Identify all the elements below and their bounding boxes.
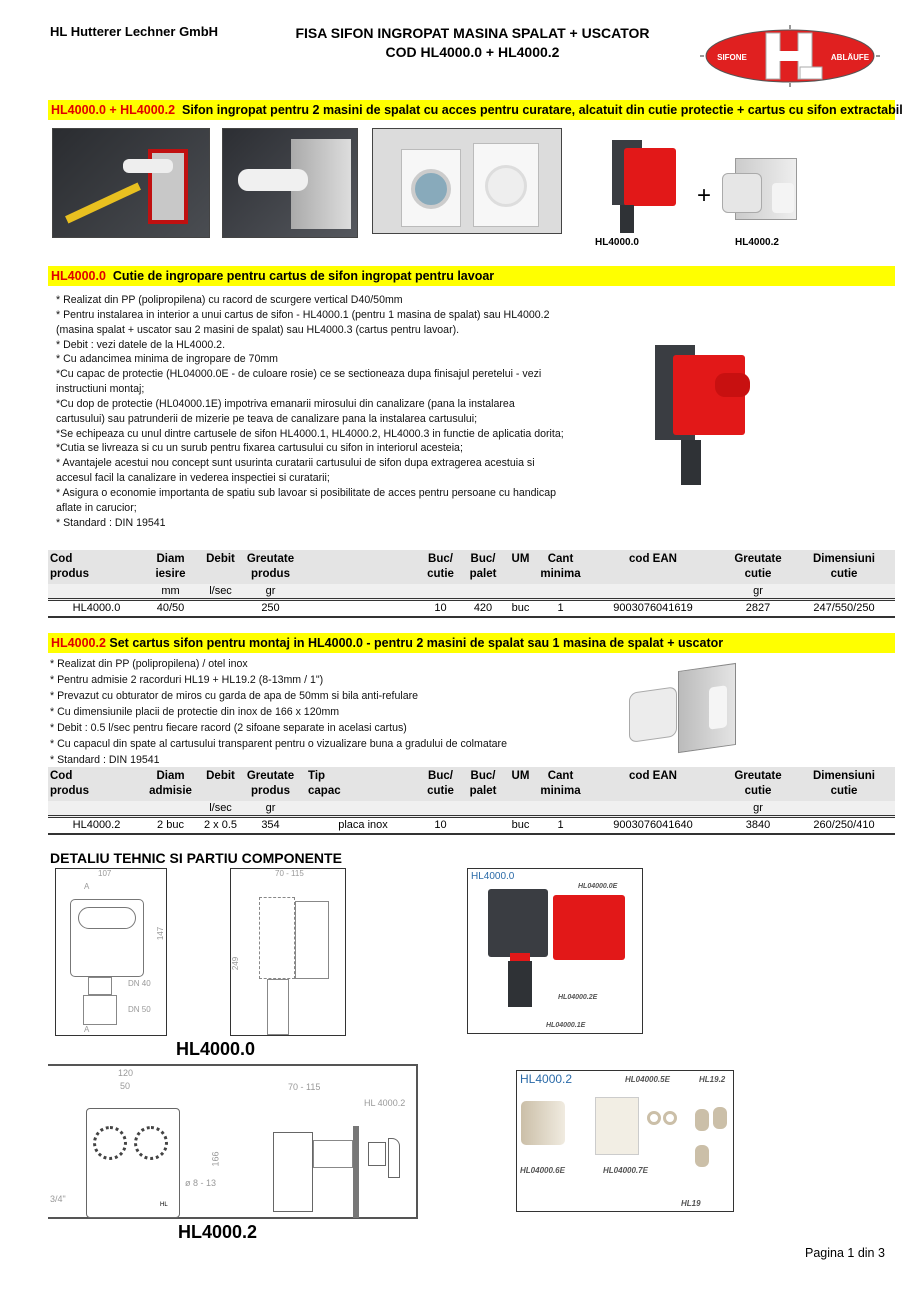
hl40000-side-drawing: [230, 868, 346, 1036]
part-label: HL04000.5E: [625, 1075, 670, 1084]
hl40002-product-image: [735, 158, 797, 220]
column-header-line: Buc/: [428, 553, 453, 565]
bullet-line: * Cu adancimea minima de ingropare de 70mm: [56, 353, 278, 366]
section2-spec-table: [48, 767, 895, 835]
table-cell: 40/50: [143, 600, 198, 618]
bullet-line: * Debit : 0.5 l/sec pentru fiecare racord (2 sifoane separate in acelasi cartus): [50, 722, 407, 734]
intro-code: HL4000.0 + HL4000.2: [51, 103, 176, 117]
column-header: [723, 767, 793, 801]
table-cell: 354: [243, 817, 298, 835]
table-cell: 9003076041640: [583, 817, 723, 835]
column-header-line: cutie: [744, 785, 772, 797]
bullet-line: (masina spalat + uscator sau 2 masini de spalat) sau HL4000.3 (cartus pentru lavoar).: [56, 323, 460, 336]
table-cell: 2827: [723, 600, 793, 618]
section2-title: Set cartus sifon pentru montaj in HL4000.0 - pentru 2 masini de spalat sau 1 masina de spalat + uscator: [109, 636, 724, 650]
dim-thread: 3/4": [50, 1194, 66, 1204]
bullet-line: * Realizat din PP (polipropilena) / otel inox: [50, 658, 248, 670]
column-header: [243, 550, 298, 584]
column-header-line: produs: [50, 568, 89, 580]
column-header-line: Greutate: [734, 553, 782, 565]
unit-cell: [583, 801, 723, 817]
table-header-row: [48, 550, 895, 584]
dim-width: 120: [118, 1068, 134, 1078]
intro-banner: [48, 100, 903, 120]
unit-cell: [538, 801, 583, 817]
unit-cell: l/sec: [198, 801, 243, 817]
table-row: [48, 817, 895, 835]
bullet-line: * Standard : DIN 19541: [50, 754, 160, 766]
svg-text:ABLÄUFE: ABLÄUFE: [830, 53, 870, 62]
table-cell: 2 x 0.5: [198, 817, 243, 835]
table-cell: 10: [418, 817, 463, 835]
unit-cell: [48, 801, 143, 817]
bullet-line: * Cu dimensiunile placii de protectie din inox de 166 x 120mm: [50, 706, 340, 718]
dim-depth: 70 - 115: [288, 1082, 321, 1092]
column-header-line: produs: [50, 785, 89, 797]
dim-height: 166: [210, 1151, 221, 1167]
table-cell: [463, 817, 503, 835]
column-header: [538, 550, 583, 584]
unit-cell: [793, 584, 895, 600]
column-header-line: Cant: [547, 553, 574, 565]
hl-logo: [700, 25, 880, 87]
hl40000-parts-box: [467, 868, 643, 1034]
table-cell: buc: [503, 600, 538, 618]
column-header: [583, 550, 723, 584]
technical-title: DETALIU TEHNIC SI PARTIU COMPONENTE: [50, 850, 342, 866]
column-header: [143, 767, 198, 801]
column-header-line: [505, 784, 536, 799]
table-cell: 250: [243, 600, 298, 618]
bullet-line: * Avantajele acestui nou concept sunt usurinta curatarii cartusului de sifon dupa extragerea acestuia si: [56, 457, 535, 470]
dim-spacing: 50: [120, 1081, 131, 1091]
section2-banner: [48, 633, 895, 653]
column-header: [143, 550, 198, 584]
column-header-line: UM: [511, 553, 530, 565]
unit-cell: [418, 584, 463, 600]
unit-cell: [463, 801, 503, 817]
dim-total: 249: [231, 956, 241, 971]
table-header-row: [48, 767, 895, 801]
bullet-line: * Debit : vezi datele de la HL4000.2.: [56, 338, 226, 351]
column-header-line: cutie: [427, 568, 454, 580]
table-cell: HL4000.2: [48, 817, 143, 835]
column-header: [463, 550, 503, 584]
column-header-line: Diam: [156, 553, 185, 565]
intro-text: Sifon ingropat pentru 2 masini de spalat cu acces pentru curatare, alcatuit din cutie protectie + cartus cu sifon extractabil: [182, 103, 903, 117]
parts-box-title: HL4000.0: [471, 871, 515, 882]
column-header: [793, 550, 895, 584]
section1-title: Cutie de ingropare pentru cartus de sifon ingropat pentru lavoar: [112, 269, 495, 283]
title-line-2: COD HL4000.0 + HL4000.2: [385, 44, 560, 60]
hl40000-drawing-label: HL4000.0: [176, 1039, 256, 1059]
dim-dn50: DN 50: [128, 1005, 151, 1014]
table-cell: HL4000.0: [48, 600, 143, 618]
unit-cell: [793, 801, 895, 817]
washer-dryer-photo: [372, 128, 562, 234]
product-label-hl40000: HL4000.0: [595, 237, 639, 248]
unit-cell: gr: [243, 801, 298, 817]
column-header-line: Dimensiuni: [813, 770, 875, 782]
table-cell: 1: [538, 817, 583, 835]
column-header-line: cod EAN: [629, 770, 677, 782]
install-photo: [52, 128, 210, 238]
company-name: HL Hutterer Lechner GmbH: [50, 24, 219, 39]
unit-cell: gr: [723, 801, 793, 817]
table-units-row: [48, 584, 895, 600]
column-header-line: produs: [251, 568, 290, 580]
plate-mark: HL: [160, 1202, 168, 1208]
cartridge-photo: [222, 128, 358, 238]
svg-text:SIFONE: SIFONE: [717, 53, 747, 62]
part-label: HL04000.7E: [603, 1166, 648, 1175]
table-cell: 420: [463, 600, 503, 618]
column-header-line: [585, 784, 721, 799]
column-header-line: palet: [469, 568, 497, 580]
column-header-line: cutie: [744, 568, 772, 580]
column-header-line: palet: [469, 785, 497, 797]
bullet-line: * Cu capacul din spate al cartusului transparent pentru o vizualizare buna a gradului de colmatare: [50, 738, 507, 750]
column-header-line: [308, 552, 416, 567]
bullet-line: * Prevazut cu obturator de miros cu garda de apa de 50mm si bila anti-refulare: [50, 690, 419, 702]
table-cell: 2 buc: [143, 817, 198, 835]
column-header-line: Greutate: [246, 770, 295, 782]
column-header-line: Cod: [50, 770, 73, 782]
table-units-row: [48, 801, 895, 817]
column-header-line: [200, 567, 241, 582]
dim-section-top: A: [84, 882, 90, 891]
column-header: [298, 550, 418, 584]
product-label-hl40002: HL4000.2: [735, 237, 779, 248]
column-header: [503, 767, 538, 801]
table-cell: 260/250/410: [793, 817, 895, 835]
column-header: [538, 767, 583, 801]
column-header-line: [200, 784, 241, 799]
dim-height: 147: [156, 926, 166, 941]
column-header-line: produs: [251, 785, 290, 797]
column-header-line: [505, 567, 536, 582]
hl40002-parts-box: [516, 1070, 734, 1212]
unit-cell: gr: [723, 584, 793, 600]
part-label: HL04000.6E: [520, 1166, 565, 1175]
column-header: [198, 550, 243, 584]
bullet-line: * Pentru instalarea in interior a unui cartus de sifon - HL4000.1 (pentru 1 masina de spalat) sau HL4000.2: [56, 308, 550, 321]
column-header-line: Tip: [308, 770, 326, 782]
table-cell: 9003076041619: [583, 600, 723, 618]
column-header: [198, 767, 243, 801]
column-header: [503, 550, 538, 584]
unit-cell: l/sec: [198, 584, 243, 600]
bullet-line: * Realizat din PP (polipropilena) cu racord de scurgere vertical D40/50mm: [56, 294, 403, 306]
unit-cell: [418, 801, 463, 817]
column-header-line: Cant: [547, 770, 574, 782]
column-header-line: Diam: [156, 770, 185, 782]
unit-cell: [298, 584, 418, 600]
unit-cell: [463, 584, 503, 600]
column-header-line: [585, 567, 721, 582]
unit-cell: [583, 584, 723, 600]
bullet-line: * Asigura o economie importanta de spatiu sub lavoar si posibilitate de acces pentru persoane cu handicap: [56, 486, 556, 499]
hl40000-box-image: [655, 345, 695, 440]
column-header-line: Debit: [206, 553, 235, 565]
hl40002-drawing: [48, 1064, 418, 1219]
column-header-line: minima: [540, 785, 581, 797]
column-header: [418, 550, 463, 584]
section2-bullets: [50, 656, 507, 768]
bullet-line: accesul facil la canalizare in vederea inspectiei si curatarii;: [56, 472, 330, 485]
column-header-line: iesire: [155, 568, 186, 580]
column-header-line: Debit: [206, 770, 235, 782]
section1-bullets: [56, 293, 564, 531]
page-number: Pagina 1 din 3: [805, 1246, 885, 1260]
unit-cell: [503, 584, 538, 600]
column-header-line: Dimensiuni: [813, 553, 875, 565]
bullet-line: * Standard : DIN 19541: [56, 516, 166, 529]
dim-section-bottom: A: [84, 1025, 90, 1034]
table-cell: [198, 600, 243, 618]
column-header: [48, 550, 143, 584]
dim-width: 107: [98, 869, 112, 878]
part-label: HL04000.1E: [546, 1022, 586, 1029]
column-header-line: Greutate: [734, 770, 782, 782]
column-header: [723, 550, 793, 584]
plus-sign: +: [697, 182, 712, 209]
table-cell: placa inox: [298, 817, 418, 835]
part-label: HL04000.0E: [578, 883, 618, 890]
hl40000-product-image: [612, 140, 642, 205]
bullet-line: *Se echipeaza cu unul dintre cartusele de sifon HL4000.1, HL4000.2, HL4000.3 in functie de aplicatia dorita;: [56, 427, 564, 440]
bullet-line: *Cu dop de protectie (HL04000.1E) impotriva emanarii mirosului din canalizare (pana la instalarea: [56, 397, 515, 410]
column-header: [243, 767, 298, 801]
column-header-line: cutie: [830, 568, 858, 580]
table-row: [48, 600, 895, 618]
column-header-line: admisie: [149, 785, 192, 797]
table-cell: 3840: [723, 817, 793, 835]
unit-cell: [143, 801, 198, 817]
hl40002-drawing-label: HL4000.2: [178, 1222, 258, 1242]
column-header-line: cutie: [830, 785, 858, 797]
document-title: [250, 24, 695, 62]
column-header-line: Buc/: [428, 770, 453, 782]
column-header: [418, 767, 463, 801]
section1-code: HL4000.0: [51, 269, 106, 283]
dim-dn40: DN 40: [128, 979, 151, 988]
unit-cell: gr: [243, 584, 298, 600]
dim-callout: HL 4000.2: [364, 1098, 406, 1108]
column-header: [793, 767, 895, 801]
part-label: HL19.2: [699, 1075, 726, 1084]
hl40002-cartridge-image: [678, 663, 736, 753]
bullet-line: * Pentru admisie 2 racorduri HL19 + HL19.2 (8-13mm / 1"): [50, 674, 324, 686]
column-header-line: minima: [540, 568, 581, 580]
table-cell: [298, 600, 418, 618]
table-cell: buc: [503, 817, 538, 835]
bullet-line: *Cutia se livreaza si cu un surub pentru fixarea cartusului cu sifon in interiorul acesteia;: [56, 442, 463, 455]
dim-diameter: ø 8 - 13: [185, 1178, 217, 1188]
unit-cell: mm: [143, 584, 198, 600]
bullet-line: aflate in carucior;: [56, 501, 137, 514]
section2-code: HL4000.2: [51, 636, 106, 650]
section1-banner: [48, 266, 895, 286]
table-cell: 1: [538, 600, 583, 618]
column-header: [298, 767, 418, 801]
column-header-line: capac: [308, 785, 341, 797]
section1-spec-table: [48, 550, 895, 618]
column-header-line: Greutate: [246, 553, 295, 565]
column-header-line: Buc/: [470, 553, 496, 565]
column-header: [463, 767, 503, 801]
bullet-line: cartusului) sau patrunderii de mizerie pe teava de canalizare pana la instalarea cartusului;: [56, 412, 478, 425]
bullet-line: instructiuni montaj;: [56, 383, 145, 396]
unit-cell: [298, 801, 418, 817]
part-label: HL19: [681, 1199, 701, 1208]
part-label: HL04000.2E: [558, 994, 598, 1001]
column-header-line: Cod: [50, 553, 73, 565]
unit-cell: [48, 584, 143, 600]
column-header: [48, 767, 143, 801]
column-header-line: [308, 567, 416, 582]
column-header-line: cutie: [427, 785, 454, 797]
table-cell: 10: [418, 600, 463, 618]
hl40000-front-drawing: [55, 868, 167, 1036]
column-header: [583, 767, 723, 801]
column-header-line: Buc/: [470, 770, 496, 782]
dim-depth: 70 - 115: [275, 869, 304, 878]
table-cell: 247/550/250: [793, 600, 895, 618]
unit-cell: [503, 801, 538, 817]
column-header-line: cod EAN: [629, 553, 677, 565]
unit-cell: [538, 584, 583, 600]
column-header-line: UM: [511, 770, 530, 782]
bullet-line: *Cu capac de protectie (HL04000.0E - de culoare rosie) ce se sectioneaza dupa finisajul peretelui - vezi: [56, 368, 542, 381]
title-line-1: FISA SIFON INGROPAT MASINA SPALAT + USCATOR: [295, 25, 650, 41]
parts-box-title: HL4000.2: [520, 1072, 573, 1086]
